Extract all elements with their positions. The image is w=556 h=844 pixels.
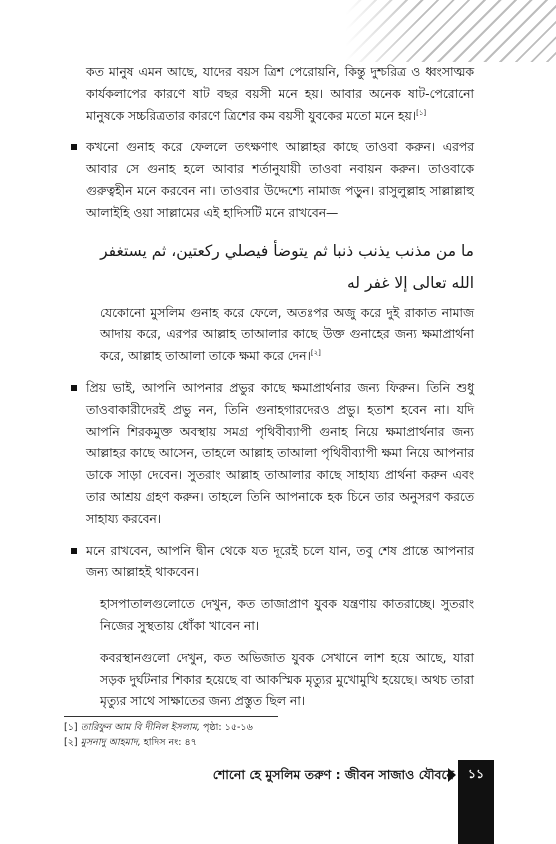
page-number-tab [458,760,494,844]
footnotes [64,720,253,750]
footnote-1: [১] তারিফুন আম বি দীনিল ইসলাম, পৃষ্ঠা: ১৫-১৬ [64,722,253,733]
footnote-divider [64,716,278,717]
bullet-item-repentance: কখনো গুনাহ করে ফেললে তৎক্ষণাৎ আল্লাহর কাছে তাওবা করুন। এরপর আবার সে গুনাহ হলে আবার শর্তানুযায়ী তাওবা নবায়ন করুন। তাওবাকে গুরুত্বহীন মনে করবেন না। তাওবার উদ্দেশ্যে নামাজ পড়ুন। রাসুলুল্লাহ সাল্লাল্লাহু আলাইহি ওয়া সাল্লামের এই হাদিসটি মনে রাখবেন— [86,137,474,224]
triangle-right-icon [448,768,456,782]
arabic-hadith: ما من مذنب يذنب ذنبا ثم يتوضأ فيصلي ركعتين، ثم يستغفر الله تعالى إلا غفر له [100,241,474,292]
bullet-square-icon [71,548,77,554]
footnote-ref-2[interactable]: [২] [310,349,321,358]
paragraph-intro: কত মানুষ এমন আছে, যাদের বয়স ত্রিশ পেরোয়নি, কিন্তু দুশ্চরিত্র ও ধ্বংসাত্মক কার্যকলাপের কারণে ষাট বছর বয়সী মনে হয়। আবার অনেক ষাট-পেরোনো মানুষকে সচ্চরিত্রতার কারণে ত্রিশের কম বয়সী যুবকের মতো মনে হয়।[১] [86,65,474,123]
hospital-note: হাসপাতালগুলোতে দেখুন, কত তাজাপ্রাণ যুবক যন্ত্রণায় কাতরাচ্ছে। সুতরাং নিজের সুস্থতায় ধোঁকা খাবেন না। [100,597,474,633]
graveyard-note: কবরস্থানগুলো দেখুন, কত অভিজাত যুবক সেখানে লাশ হয়ে আছে, যারা সড়ক দুর্ঘটনার শিকার হয়েছে বা আকস্মিক মৃত্যুর মুখোমুখি হয়েছে। অথচ তারা মৃত্যুর সাথে সাক্ষাতের জন্য প্রস্তুত ছিল না। [100,650,474,709]
bullet-square-icon [71,385,77,391]
footnote-2: [২] মুসনাদু আহমাদ, হাদিস নং: ৪৭ [64,737,197,748]
hadith-translation: যেকোনো মুসলিম গুনাহ করে ফেলে, অতঃপর অজু করে দুই রাকাত নামাজ আদায় করে, এরপর আল্লাহ তাআলার কাছে উক্ত গুনাহের জন্য ক্ষমাপ্রার্থনা করে, আল্লাহ তাআলা তাকে ক্ষমা করে দেন।[২] [100,305,474,364]
bullet-square-icon [71,144,77,150]
running-footer-title: শোনো হে মুসলিম তরুণ : জীবন সাজাও যৌবনে [212,767,454,782]
page-number: ১১ [467,766,485,781]
bullet-item-remember: মনে রাখবেন, আপনি দ্বীন থেকে যত দূরেই চলে যান, তবু শেষ প্রান্তে আপনার জন্য আল্লাহই থাকবেন। [86,541,474,585]
bullet-item-return-to-lord: প্রিয় ভাই, আপনি আপনার প্রভুর কাছে ক্ষমাপ্রার্থনার জন্য ফিরুন। তিনি শুধু তাওবাকারীদেরই প্রভু নন, তিনি গুনাহগারদেরও প্রভু। হতাশ হবেন না। যদি আপনি শিরকমুক্ত অবস্থায় সমগ্র পৃথিবীব্যাপী গুনাহ নিয়ে ক্ষমাপ্রার্থনার জন্য আল্লাহর কাছে আসেন, তাহলে আল্লাহ তাআলা পৃথিবীব্যাপী ক্ষমা নিয়ে আপনার ডাকে সাড়া দেবেন। সুতরাং আল্লাহ তাআলার কাছে সাহায্য প্রার্থনা করুন এবং তার আশ্রয় গ্রহণ করুন। তাহলে তিনি আপনাকে হক চিনে তার অনুসরণ করতে সাহায্য করবেন। [86,378,474,531]
page-body [86,62,474,723]
footnote-ref-1[interactable]: [১] [416,108,427,117]
